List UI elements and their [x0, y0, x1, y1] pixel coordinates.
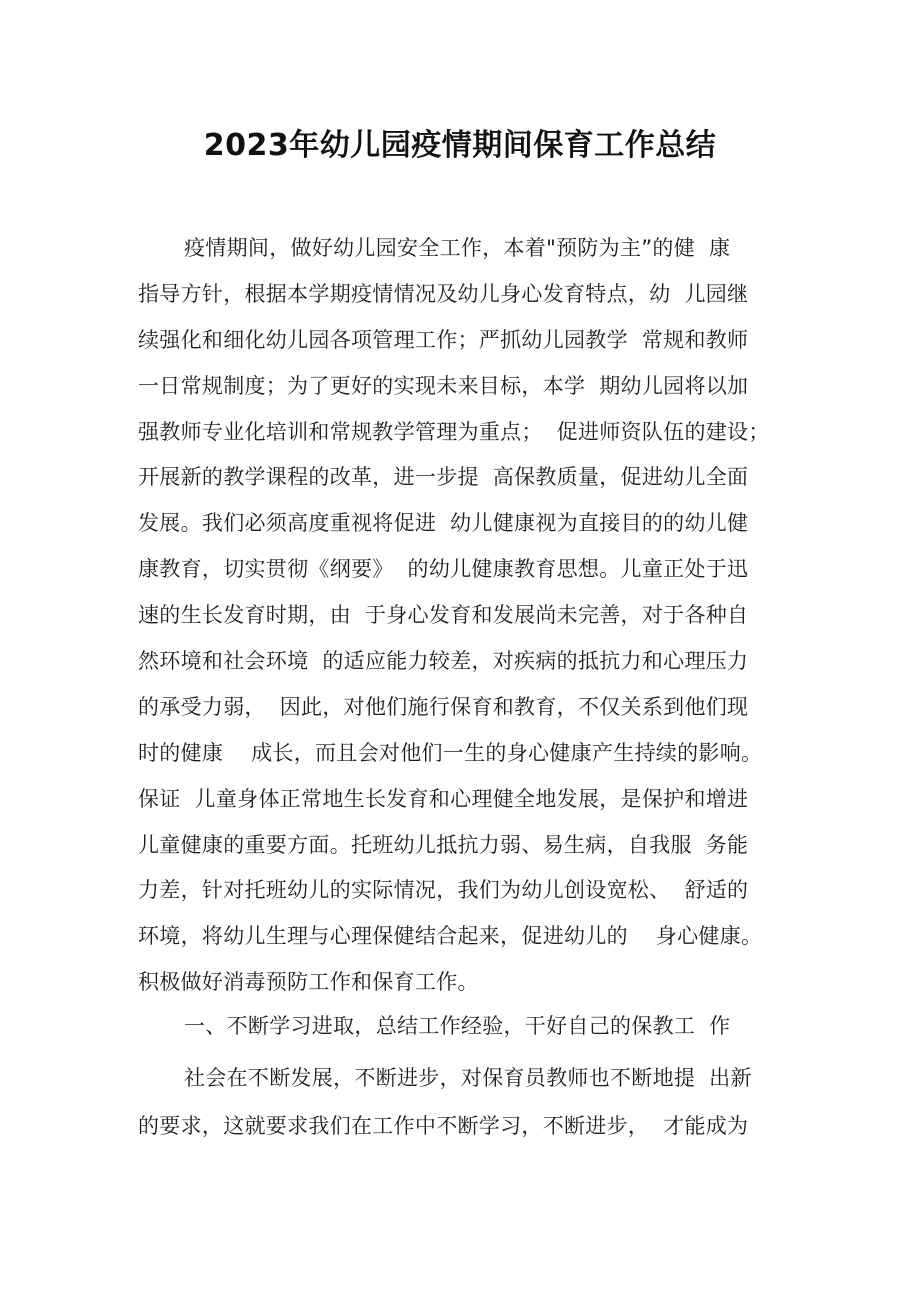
section-heading: 一、不断学习进取，总结工作经验，干好自己的保教工 作: [184, 1014, 731, 1039]
body-text-line: 开展新的教学课程的改革，进一步提 高保教质量，促进幼儿全面: [138, 465, 749, 490]
body-text-line: 一日常规制度；为了更好的实现未来目标，本学 期幼儿园将以加: [138, 373, 749, 398]
body-text-line: 社会在不断发展，不断进步，对保育员教师也不断地提 出新: [184, 1066, 752, 1091]
body-text-line: 保证 儿童身体正常地生长发育和心理健全地发展，是保护和增进: [138, 786, 749, 811]
body-text-line: 的要求，这就要求我们在工作中不断学习，不断进步， 才能成为: [138, 1114, 749, 1139]
body-text-line: 积极做好消毒预防工作和保育工作。: [138, 970, 479, 995]
body-text-line: 环境，将幼儿生理与心理保健结合起来，促进幼儿的 身心健康。: [138, 924, 763, 949]
body-text-line: 发展。我们必须高度重视将促进 幼儿健康视为直接目的的幼儿健: [138, 511, 749, 536]
body-text-line: 时的健康 成长，而且会对他们一生的身心健康产生持续的影响。: [138, 740, 763, 765]
body-text-line: 儿童健康的重要方面。托班幼儿抵抗力弱、易生病，自我服 务能: [138, 832, 749, 857]
body-text-line: 力差，针对托班幼儿的实际情况，我们为幼儿创设宽松、 舒适的: [138, 878, 749, 903]
body-text-line: 康教育，切实贯彻《纲要》 的幼儿健康教育思想。儿童正处于迅: [138, 557, 749, 582]
body-text-line: 的承受力弱， 因此，对他们施行保育和教育，不仅关系到他们现: [138, 694, 749, 719]
document-title: 2023年幼儿园疫情期间保育工作总结: [203, 128, 717, 163]
body-text-line: 然环境和社会环境 的适应能力较差，对疾病的抵抗力和心理压力: [138, 649, 749, 674]
body-text-line: 续强化和细化幼儿园各项管理工作；严抓幼儿园教学 常规和教师: [138, 327, 749, 352]
body-text-line: 疫情期间，做好幼儿园安全工作，本着"预防为主”的健 康: [184, 236, 731, 260]
document-body: [138, 226, 794, 1150]
body-text-line: 指导方针，根据本学期疫情情况及幼儿身心发育特点，幼 儿园继: [138, 281, 749, 306]
body-text-line: 强教师专业化培训和常规教学管理为重点； 促进师资队伍的建设；: [138, 419, 770, 444]
body-text-line: 速的生长发育时期，由 于身心发育和发展尚未完善，对于各种自: [138, 603, 749, 628]
